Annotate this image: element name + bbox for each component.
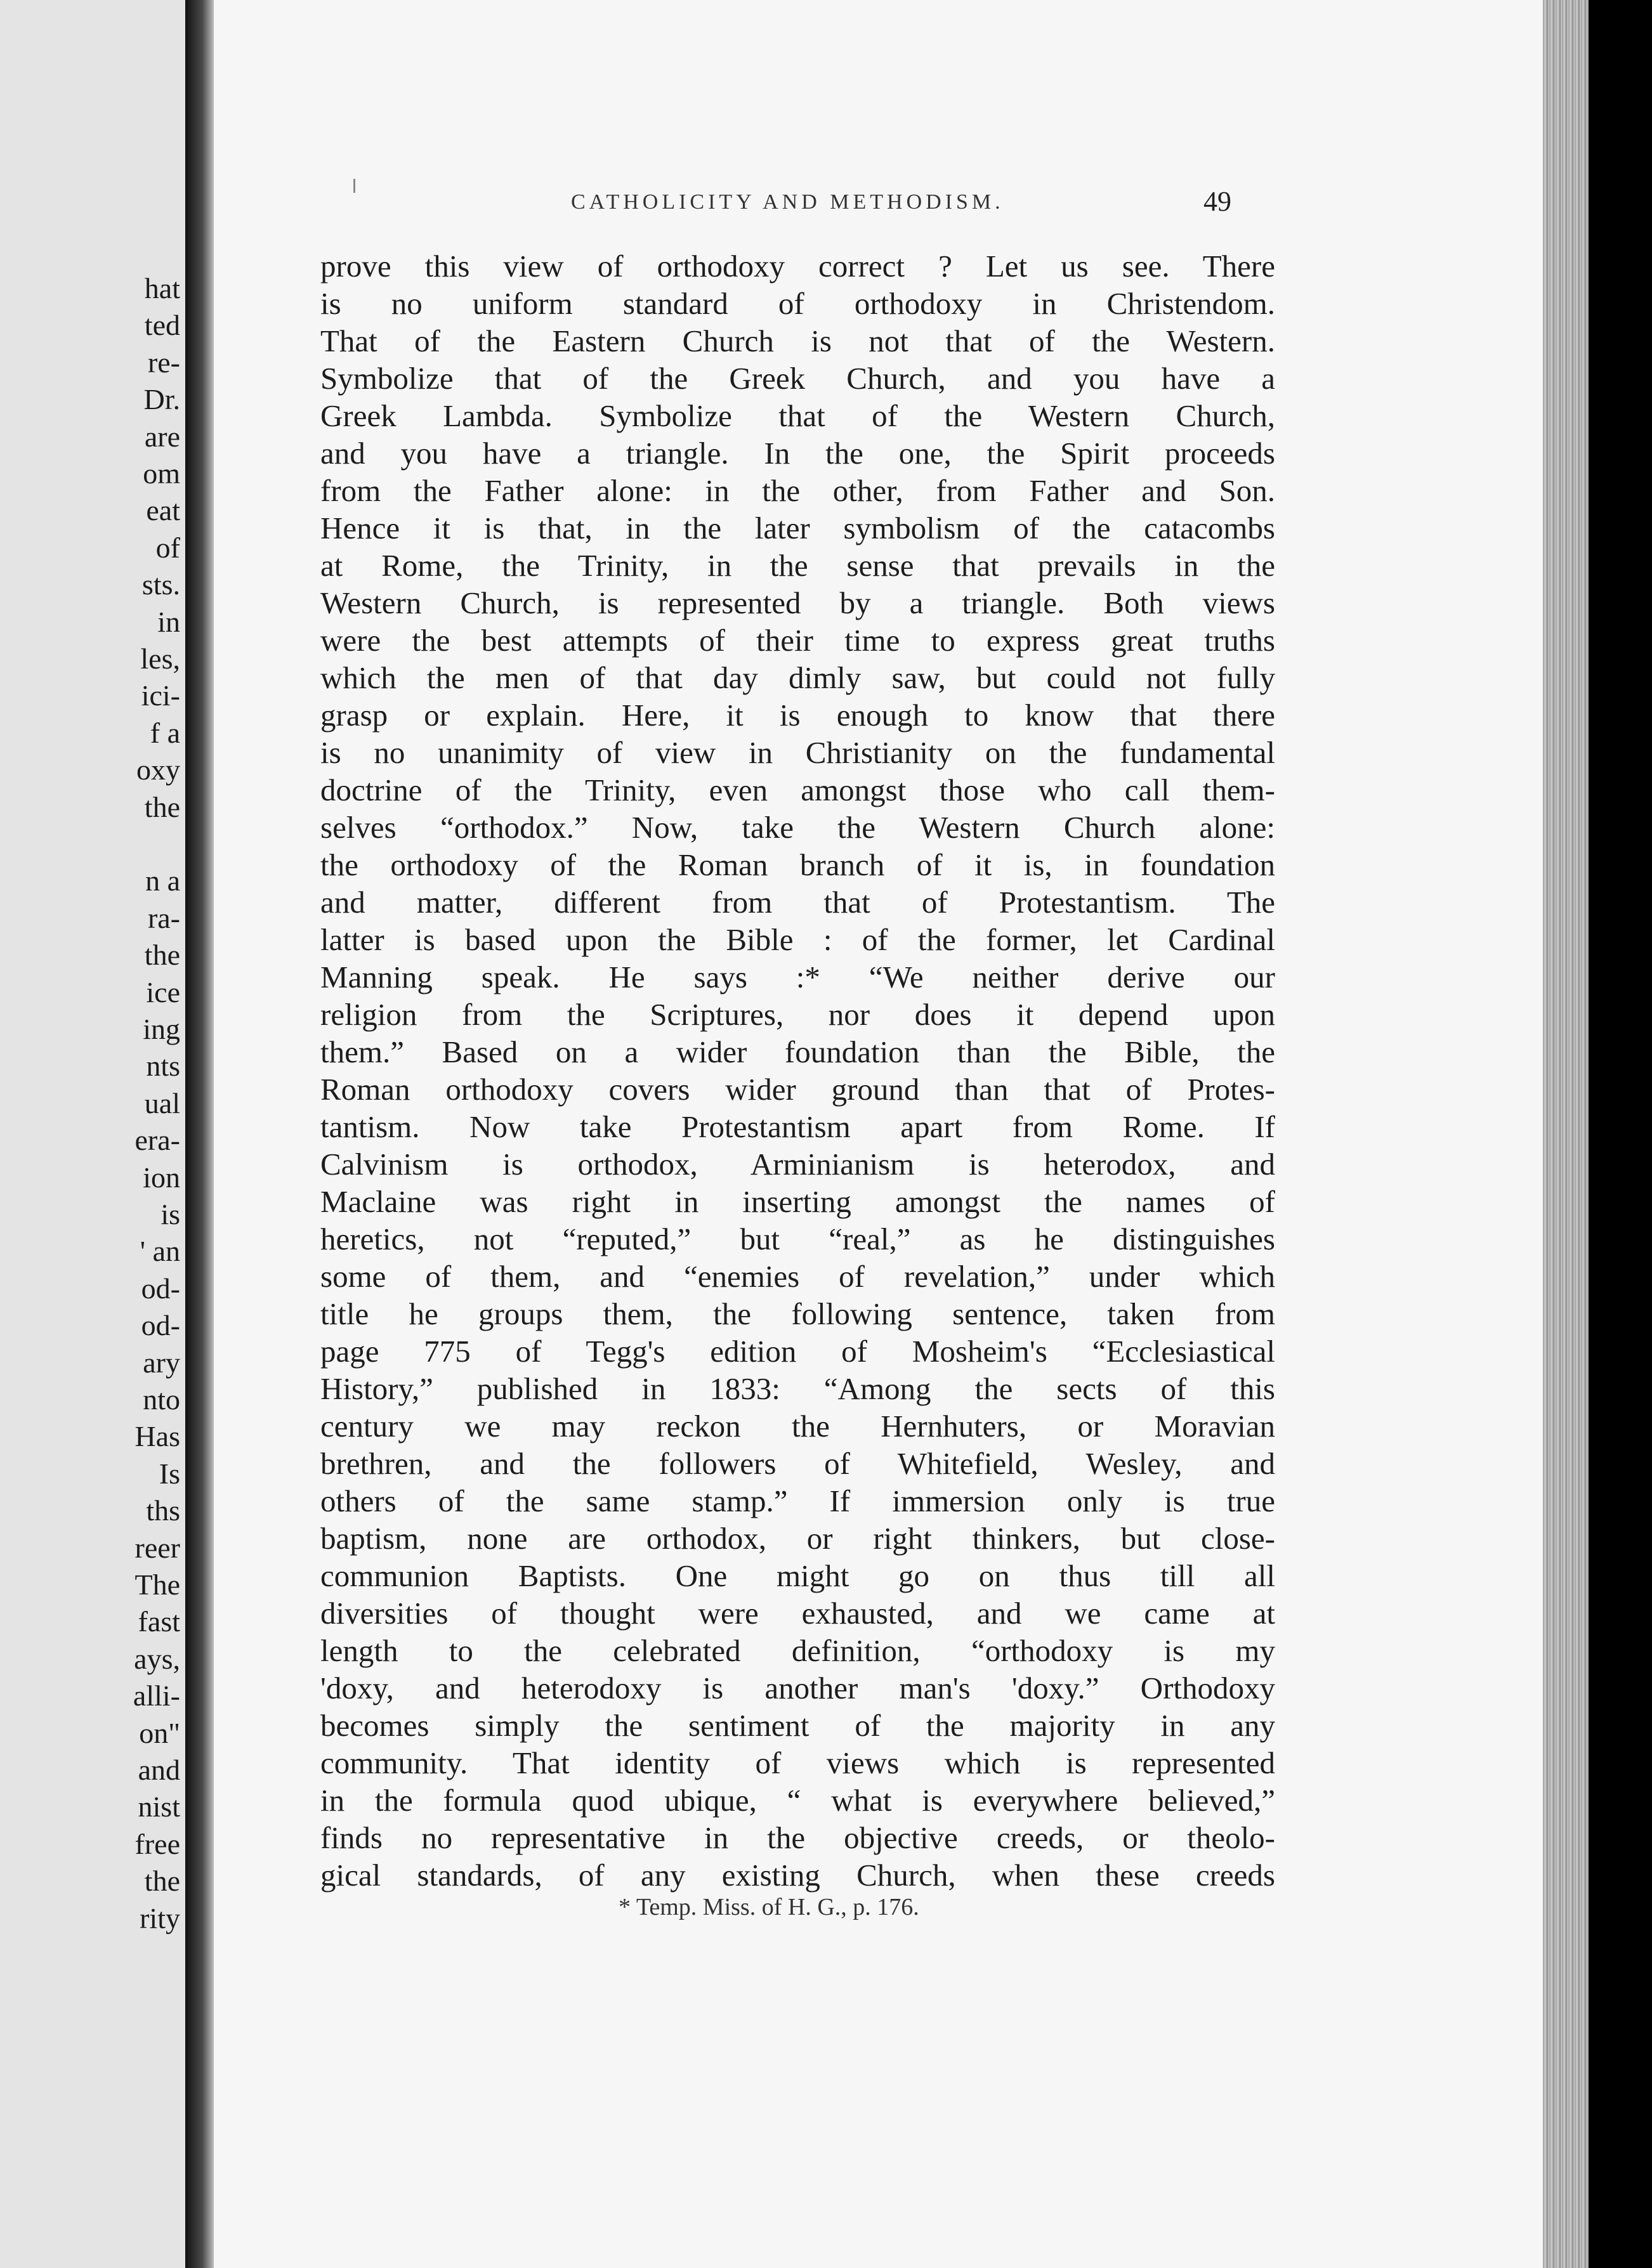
facing-page-line: The [134,1568,180,1601]
facing-page-line: reer [134,1531,180,1564]
text-line: them.” Based on a wider foundation than the Bible, the [320,1034,1275,1069]
text-line: latter is based upon the Bible : of the former, let Cardinal [320,922,1275,957]
text-line: from the Father alone: in the other, from Father and Son. [320,473,1275,508]
facing-page-line: hat [144,272,180,304]
text-line: diversities of thought were exhausted, and we came at [320,1596,1275,1631]
facing-page-line: is [161,1198,180,1230]
text-line: Maclaine was right in inserting amongst the names of [320,1184,1275,1219]
text-line: the orthodoxy of the Roman branch of it is, in foundation [320,847,1275,882]
facing-page-line: f a [150,716,180,749]
facing-page-line: od- [141,1309,180,1342]
facing-page-line: Has [134,1420,180,1453]
facing-page-line: od- [141,1272,180,1305]
facing-page-line: the [144,790,180,823]
text-line: community. That identity of views which is represented [320,1745,1275,1780]
text-line: gical standards, of any existing Church, when these creeds [320,1858,1275,1893]
facing-page-line: eat [146,494,180,527]
text-line: page 775 of Tegg's edition of Mosheim's “Ecclesiastical [320,1334,1275,1369]
facing-page-line: era- [134,1124,180,1157]
book-gutter [185,0,214,2268]
facing-page-line: ays, [134,1642,180,1675]
text-line: which the men of that day dimly saw, but could not fully [320,660,1275,695]
facing-page-line: are [144,420,180,453]
text-line: in the formula quod ubique, “ what is everywhere believed,” [320,1783,1275,1818]
text-line: selves “orthodox.” Now, take the Western Church alone: [320,810,1275,845]
facing-page-line: ing [143,1013,180,1045]
text-line: Symbolize that of the Greek Church, and you have a [320,361,1275,396]
facing-page-line: rity [140,1901,180,1934]
body-text [320,247,1275,1894]
text-line: baptism, none are orthodox, or right thinkers, but close- [320,1521,1275,1556]
facing-page-line: on" [139,1716,180,1749]
text-line: others of the same stamp.” If immersion only is true [320,1483,1275,1518]
facing-page-line: the [144,1865,180,1898]
text-line: were the best attempts of their time to express great truths [320,623,1275,658]
text-line: becomes simply the sentiment of the majority in any [320,1708,1275,1743]
footnote: * Temp. Miss. of H. G., p. 176. [619,1894,919,1920]
text-line: History,” published in 1833: “Among the sects of this [320,1371,1275,1406]
text-line: at Rome, the Trinity, in the sense that prevails in the [320,548,1275,583]
facing-page-line: nts [146,1050,180,1083]
facing-page-line: nist [138,1790,180,1823]
facing-page-line: fast [138,1605,180,1638]
facing-page-line: alli- [133,1679,180,1712]
text-line: grasp or explain. Here, it is enough to know that there [320,698,1275,733]
facing-page-line: re- [147,346,180,379]
facing-page-line: ion [143,1161,180,1194]
page-stack-edge [1543,0,1589,2268]
text-line: brethren, and the followers of Whitefield, Wesley, and [320,1446,1275,1481]
text-line: and you have a triangle. In the one, the Spirit proceeds [320,436,1275,471]
facing-page-line: nto [143,1383,180,1416]
text-line: tantism. Now take Protestantism apart from Rome. If [320,1109,1275,1144]
text-line: title he groups them, the following sentence, taken from [320,1296,1275,1331]
facing-page-line: Is [159,1457,180,1490]
facing-page-line: ual [144,1086,180,1119]
text-line: prove this view of orthodoxy correct ? Let us see. There [320,249,1275,284]
facing-page-line: ici- [141,679,180,712]
facing-page-line: the [144,939,180,972]
text-line: Greek Lambda. Symbolize that of the Western Church, [320,398,1275,433]
text-line: Western Church, is represented by a triangle. Both views [320,585,1275,620]
scan-background [1589,0,1652,2268]
text-line: some of them, and “enemies of revelation,” under which [320,1259,1275,1294]
facing-page-fragment [0,0,185,2268]
text-line: heretics, not “reputed,” but “real,” as he distinguishes [320,1222,1275,1256]
text-line: communion Baptists. One might go on thus till all [320,1558,1275,1593]
page-mark [353,179,355,193]
facing-page-line: and [138,1754,180,1786]
running-head: CATHOLICITY AND METHODISM. [571,190,1004,214]
facing-page-line: sts. [141,568,180,601]
page-number: 49 [1203,186,1231,217]
text-line: is no unanimity of view in Christianity on the fundamental [320,735,1275,770]
text-line: finds no representative in the objective creeds, or theolo- [320,1820,1275,1855]
facing-page-line: oxy [136,753,180,786]
facing-page-line: ths [146,1494,180,1527]
text-line: is no uniform standard of orthodoxy in Christendom. [320,286,1275,321]
text-line: length to the celebrated definition, “orthodoxy is my [320,1633,1275,1668]
facing-page-line: ' an [140,1235,180,1268]
facing-page-line: om [143,457,180,490]
facing-page-line: of [155,531,180,564]
facing-page-line: les, [140,642,180,675]
text-line: Manning speak. He says :* “We neither derive our [320,960,1275,994]
text-line: Calvinism is orthodox, Arminianism is heterodox, and [320,1147,1275,1182]
text-line: century we may reckon the Hernhuters, or Moravian [320,1409,1275,1444]
facing-page-line: n a [145,864,180,897]
text-line: and matter, different from that of Protestantism. The [320,885,1275,920]
text-line: Hence it is that, in the later symbolism of the catacombs [320,511,1275,545]
facing-page-line: ice [146,975,180,1008]
text-line: Roman orthodoxy covers wider ground than that of Protes- [320,1072,1275,1107]
facing-page-line: ra- [147,901,180,934]
facing-page-line: Dr. [143,383,180,416]
text-line: religion from the Scriptures, nor does it depend upon [320,997,1275,1032]
text-line: That of the Eastern Church is not that of the Western. [320,323,1275,358]
facing-page-line: ted [144,309,180,342]
text-line: 'doxy, and heterodoxy is another man's 'doxy.” Orthodoxy [320,1671,1275,1705]
facing-page-line: in [157,605,180,638]
facing-page-line: free [134,1827,180,1860]
facing-page-line: ary [143,1346,180,1379]
text-line: doctrine of the Trinity, even amongst those who call them- [320,772,1275,807]
